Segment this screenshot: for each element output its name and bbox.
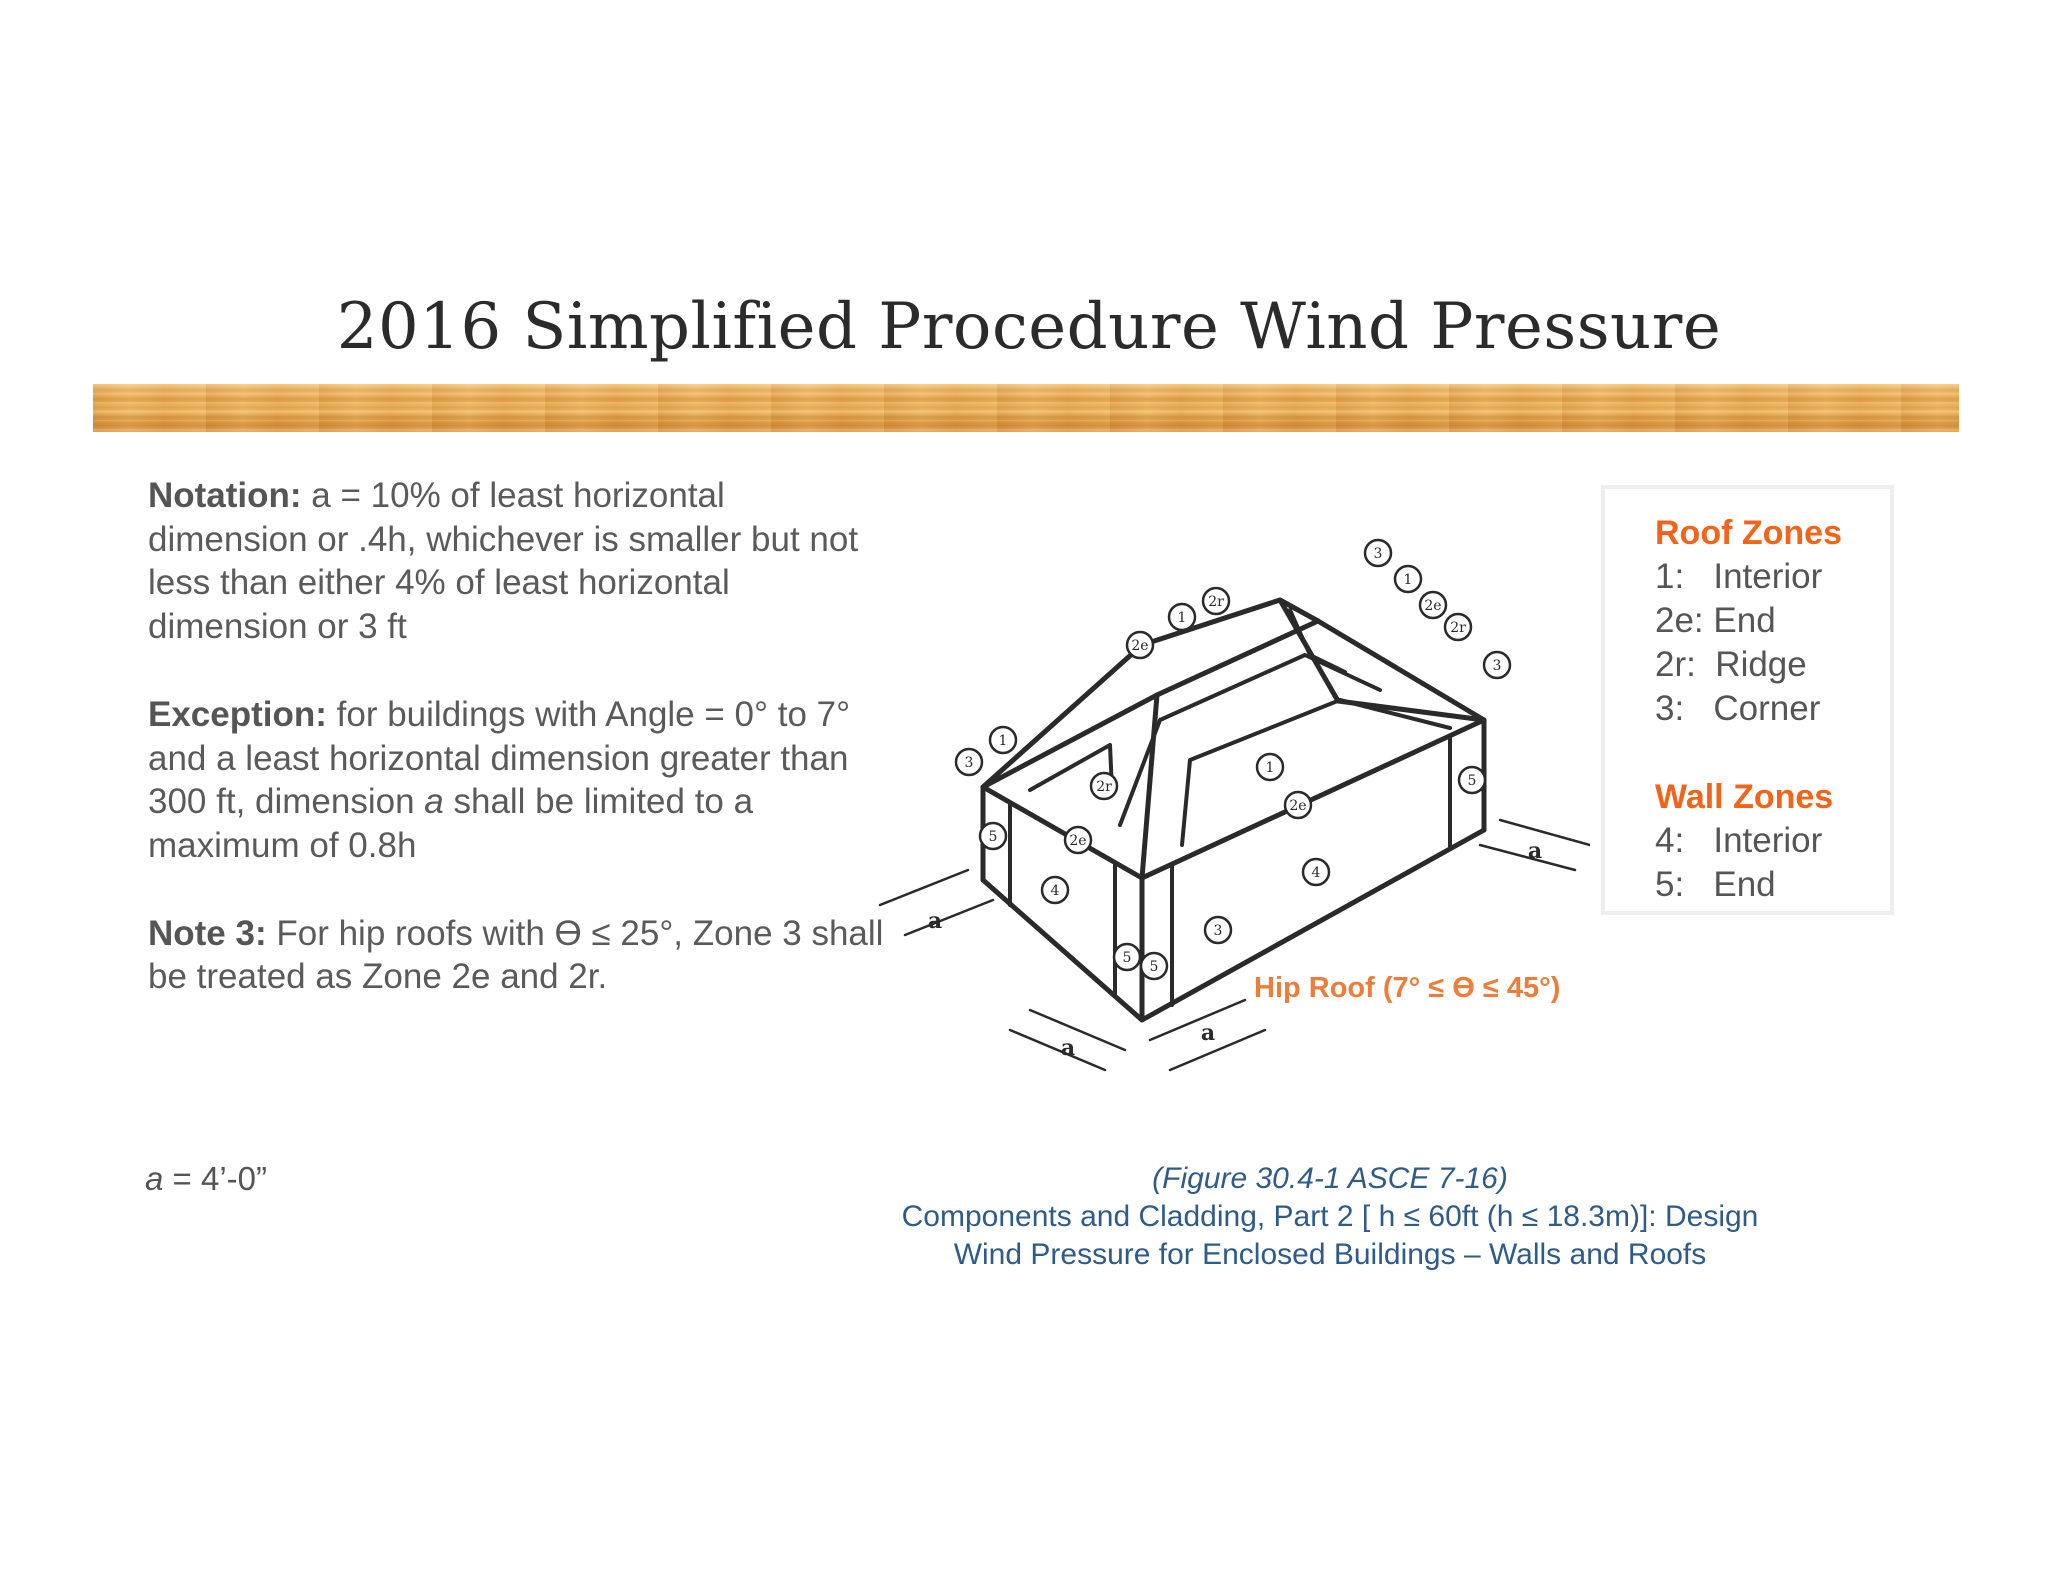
note3-paragraph — [148, 912, 888, 999]
a-value — [145, 1160, 267, 1198]
zone-2r-band-left — [1120, 655, 1380, 825]
exception-paragraph — [148, 693, 888, 868]
roof-zones-title: Roof Zones — [1655, 514, 1842, 552]
zone-legend-content — [1655, 511, 1842, 907]
exception-text-before: for buildings with Angle = 0° to 7° and a least horizontal dimension greater than 300 ft, dimension — [148, 694, 851, 822]
figure-reference: (Figure 30.4-1 ASCE 7-16) — [1152, 1162, 1508, 1195]
zone-2e-band-front — [1182, 700, 1450, 845]
svg-text:5: 5 — [1467, 773, 1477, 789]
svg-text:2e: 2e — [1131, 638, 1149, 654]
a-variable: a — [145, 1160, 164, 1197]
svg-text:2r: 2r — [1096, 779, 1112, 795]
exception-label: Exception: — [148, 694, 327, 734]
svg-text:1: 1 — [1177, 610, 1187, 626]
svg-text:a: a — [927, 908, 943, 934]
a-value-text: = 4’-0” — [163, 1160, 267, 1197]
wall-zones-title: Wall Zones — [1655, 778, 1834, 816]
svg-text:1: 1 — [998, 733, 1008, 749]
roof-outline — [983, 600, 1484, 878]
svg-text:2r: 2r — [1208, 594, 1224, 610]
svg-text:3: 3 — [1213, 923, 1223, 939]
caption-line-1: Components and Cladding, Part 2 [ h ≤ 60ft (h ≤ 18.3m)]: Design — [901, 1200, 1759, 1233]
notation-label: Notation: — [148, 476, 302, 515]
hip-roof-label: Hip Roof (7° ≤ ϴ ≤ 45°) — [1254, 972, 1561, 1004]
note3-label: Note 3: — [148, 913, 267, 953]
svg-text:5: 5 — [1149, 959, 1159, 975]
hip-line-2 — [1142, 695, 1157, 878]
svg-text:3: 3 — [1492, 658, 1502, 674]
svg-text:4: 4 — [1050, 883, 1060, 899]
svg-text:a: a — [1527, 838, 1543, 864]
svg-text:3: 3 — [964, 755, 974, 771]
svg-text:a: a — [1200, 1020, 1216, 1046]
figure-caption — [850, 1160, 1810, 1274]
wall-zone-item: 5: End — [1655, 865, 1776, 904]
legend-spacer — [1655, 731, 1842, 775]
svg-text:a: a — [1060, 1035, 1076, 1061]
zone-legend — [1601, 485, 1894, 915]
notes-block — [148, 474, 888, 1043]
svg-text:5: 5 — [988, 829, 998, 845]
roof-zone-item: 2r: Ridge — [1655, 645, 1807, 684]
caption-line-2: Wind Pressure for Enclosed Buildings – Walls and Roofs — [953, 1238, 1707, 1271]
svg-text:2e: 2e — [1289, 798, 1307, 814]
roof-zone-item: 3: Corner — [1655, 689, 1821, 728]
exception-text-after: shall be limited to a maximum of 0.8h — [148, 782, 754, 865]
svg-text:4: 4 — [1311, 865, 1321, 881]
wall-zone-item: 4: Interior — [1655, 821, 1823, 860]
svg-text:2r: 2r — [1450, 620, 1466, 636]
svg-text:2e: 2e — [1424, 598, 1442, 614]
roof-zone-item: 1: Interior — [1655, 557, 1823, 596]
svg-text:5: 5 — [1122, 950, 1132, 966]
wood-divider — [93, 384, 1959, 432]
page-title: 2016 Simplified Procedure Wind Pressure — [336, 290, 1722, 364]
exception-italic: a — [424, 782, 444, 822]
svg-text:1: 1 — [1265, 760, 1275, 776]
roof-zone-item: 2e: End — [1655, 601, 1776, 640]
notation-paragraph — [148, 474, 888, 649]
note3-text: For hip roofs with ϴ ≤ 25°, Zone 3 shall be treated as Zone 2e and 2r. — [148, 913, 884, 997]
notation-text: a = 10% of least horizontal dimension or .4h, whichever is smaller but not less than either 4% of least horizontal dimension or 3 ft — [148, 476, 859, 647]
hip-roof-diagram — [870, 525, 1590, 1100]
svg-text:2e: 2e — [1069, 833, 1087, 849]
svg-text:3: 3 — [1373, 546, 1383, 562]
svg-text:1: 1 — [1403, 572, 1413, 588]
